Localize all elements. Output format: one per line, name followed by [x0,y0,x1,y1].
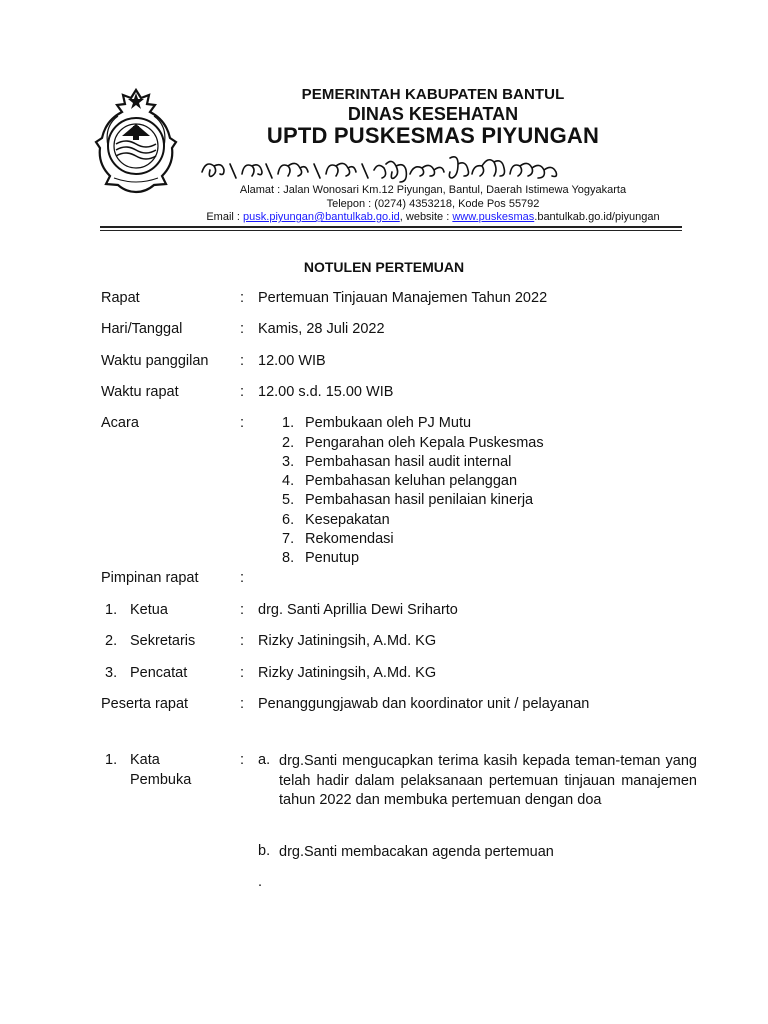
javanese-script-line [196,152,576,184]
meeting-time-label: Waktu rapat [101,384,179,400]
leadership-number: 2. [105,633,118,649]
department-name: DINAS KESEHATAN [347,104,519,124]
agenda-item: Pembahasan keluhan pelanggan [305,473,518,489]
field-colon: : [240,321,245,337]
leadership-name: Rizky Jatiningsih, A.Md. KG [258,665,437,681]
agenda-item: Rekomendasi [305,531,394,547]
field-colon: : [240,353,245,369]
website-domain: .bantulkab.go.id/piyungan [534,211,660,223]
contact-line [150,211,716,223]
call-time-label: Waktu panggilan [101,353,209,369]
agenda-item-number: 1. [282,415,295,431]
leadership-number: 1. [105,602,118,618]
field-colon: : [240,290,245,306]
letterhead-divider-thin [100,230,682,231]
leadership-number: 3. [105,665,118,681]
field-colon: : [240,696,245,712]
agenda-label: Acara [101,415,139,431]
agenda-item-number: 4. [282,473,295,489]
minutes-item-letter: a. [258,752,271,768]
agenda-item-number: 7. [282,531,295,547]
call-time-value: 12.00 WIB [258,353,326,369]
agenda-item: Pembukaan oleh PJ Mutu [305,415,472,431]
field-colon: : [240,602,245,618]
participants-label: Peserta rapat [101,696,189,712]
meeting-label: Rapat [101,290,140,306]
minutes-item-letter: b. [258,843,271,859]
minutes-section-title-line1: Kata [130,752,160,768]
meeting-time-value: 12.00 s.d. 15.00 WIB [258,384,394,400]
agenda-item: Pembahasan hasil penilaian kinerja [305,492,534,508]
field-colon: : [240,415,245,431]
leadership-label: Pimpinan rapat [101,570,199,586]
trailing-mark: . [258,874,263,890]
agenda-item: Pembahasan hasil audit internal [305,454,512,470]
leadership-role: Sekretaris [130,633,196,649]
agenda-item-number: 8. [282,550,295,566]
website-link[interactable]: www.puskesmas [452,211,535,223]
email-link[interactable]: pusk.piyungan@bantulkab.go.id [243,211,400,223]
letterhead-divider-thick [100,226,682,228]
agenda-item: Penutup [305,550,360,566]
leadership-role: Ketua [130,602,168,618]
field-colon: : [240,633,245,649]
government-name: PEMERINTAH KABUPATEN BANTUL [301,86,565,103]
meeting-value: Pertemuan Tinjauan Manajemen Tahun 2022 [258,290,548,306]
leadership-name: drg. Santi Aprillia Dewi Sriharto [258,602,458,618]
agenda-item-number: 5. [282,492,295,508]
minutes-section-title-line2: Pembuka [130,772,192,788]
field-colon: : [240,384,245,400]
telephone-line: Telepon : (0274) 4353218, Kode Pos 55792 [326,198,540,210]
field-colon: : [240,570,245,586]
participants-value: Penanggungjawab dan koordinator unit / pelayanan [258,696,590,712]
address-line: Alamat : Jalan Wonosari Km.12 Piyungan, Bantul, Daerah Istimewa Yogyakarta [239,184,627,196]
agenda-item: Pengarahan oleh Kepala Puskesmas [305,435,544,451]
document-title: NOTULEN PERTEMUAN [303,259,465,275]
website-label: , website : [399,211,453,223]
minutes-item-text: drg.Santi mengucapkan terima kasih kepada teman-teman yang telah hadir dalam pelaksanaan pertemuan tinjauan manajemen tahun 2022 dan membuka pertemuan dengan doa [279,753,697,808]
leadership-role: Pencatat [130,665,188,681]
field-colon: : [240,665,245,681]
minutes-section-number: 1. [105,752,118,768]
leadership-name: Rizky Jatiningsih, A.Md. KG [258,633,437,649]
field-colon: : [240,752,245,768]
email-label: Email : [206,211,244,223]
minutes-item-text: drg.Santi membacakan agenda pertemuan [279,844,554,860]
date-label: Hari/Tanggal [101,321,183,337]
date-value: Kamis, 28 Juli 2022 [258,321,385,337]
agenda-item: Kesepakatan [305,512,390,528]
agenda-item-number: 6. [282,512,295,528]
institution-name: UPTD PUSKESMAS PIYUNGAN [266,123,600,148]
agenda-item-number: 3. [282,454,295,470]
agenda-item-number: 2. [282,435,295,451]
